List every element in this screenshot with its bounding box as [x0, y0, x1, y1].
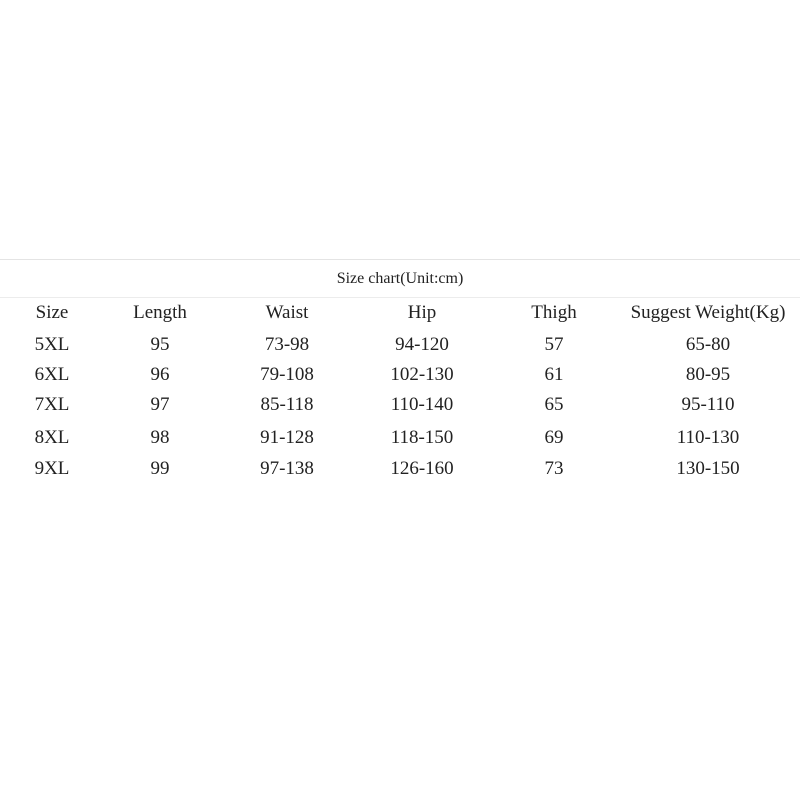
table-top-border — [0, 259, 800, 260]
header-waist: Waist — [265, 302, 309, 323]
cell-length: 95 — [150, 334, 170, 355]
cell-length: 97 — [150, 394, 170, 415]
cell-suggest-weight: 65-80 — [685, 334, 731, 355]
table-row — [0, 362, 800, 388]
cell-waist: 73-98 — [264, 334, 310, 355]
cell-suggest-weight: 80-95 — [685, 364, 731, 385]
cell-thigh: 69 — [544, 427, 564, 448]
cell-size: 5XL — [34, 334, 70, 355]
cell-thigh: 57 — [544, 334, 564, 355]
header-hip: Hip — [407, 302, 437, 323]
header-row — [0, 300, 800, 326]
cell-suggest-weight: 130-150 — [676, 458, 740, 479]
cell-waist: 85-118 — [260, 394, 314, 415]
cell-size: 8XL — [34, 427, 70, 448]
cell-size: 9XL — [34, 458, 70, 479]
header-thigh: Thigh — [531, 302, 577, 323]
cell-hip: 118-150 — [390, 427, 454, 448]
cell-waist: 79-108 — [260, 364, 314, 385]
cell-length: 99 — [150, 458, 170, 479]
cell-suggest-weight: 95-110 — [681, 394, 735, 415]
cell-suggest-weight: 110-130 — [676, 427, 740, 448]
cell-waist: 97-138 — [260, 458, 314, 479]
title-divider — [0, 297, 800, 298]
header-suggest-weight: Suggest Weight(Kg) — [630, 302, 786, 323]
cell-size: 6XL — [34, 364, 70, 385]
table-row — [0, 332, 800, 358]
cell-hip: 110-140 — [390, 394, 454, 415]
cell-length: 96 — [150, 364, 170, 385]
table-row — [0, 425, 800, 451]
cell-thigh: 65 — [544, 394, 564, 415]
cell-length: 98 — [150, 427, 170, 448]
cell-size: 7XL — [34, 394, 70, 415]
table-row — [0, 456, 800, 482]
cell-hip: 94-120 — [395, 334, 449, 355]
size-chart-title: Size chart(Unit:cm) — [336, 270, 464, 287]
cell-thigh: 61 — [544, 364, 564, 385]
cell-hip: 102-130 — [390, 364, 454, 385]
table-row — [0, 392, 800, 418]
cell-hip: 126-160 — [390, 458, 454, 479]
cell-thigh: 73 — [544, 458, 564, 479]
header-size: Size — [35, 302, 69, 323]
header-length: Length — [133, 302, 187, 323]
cell-waist: 91-128 — [260, 427, 314, 448]
